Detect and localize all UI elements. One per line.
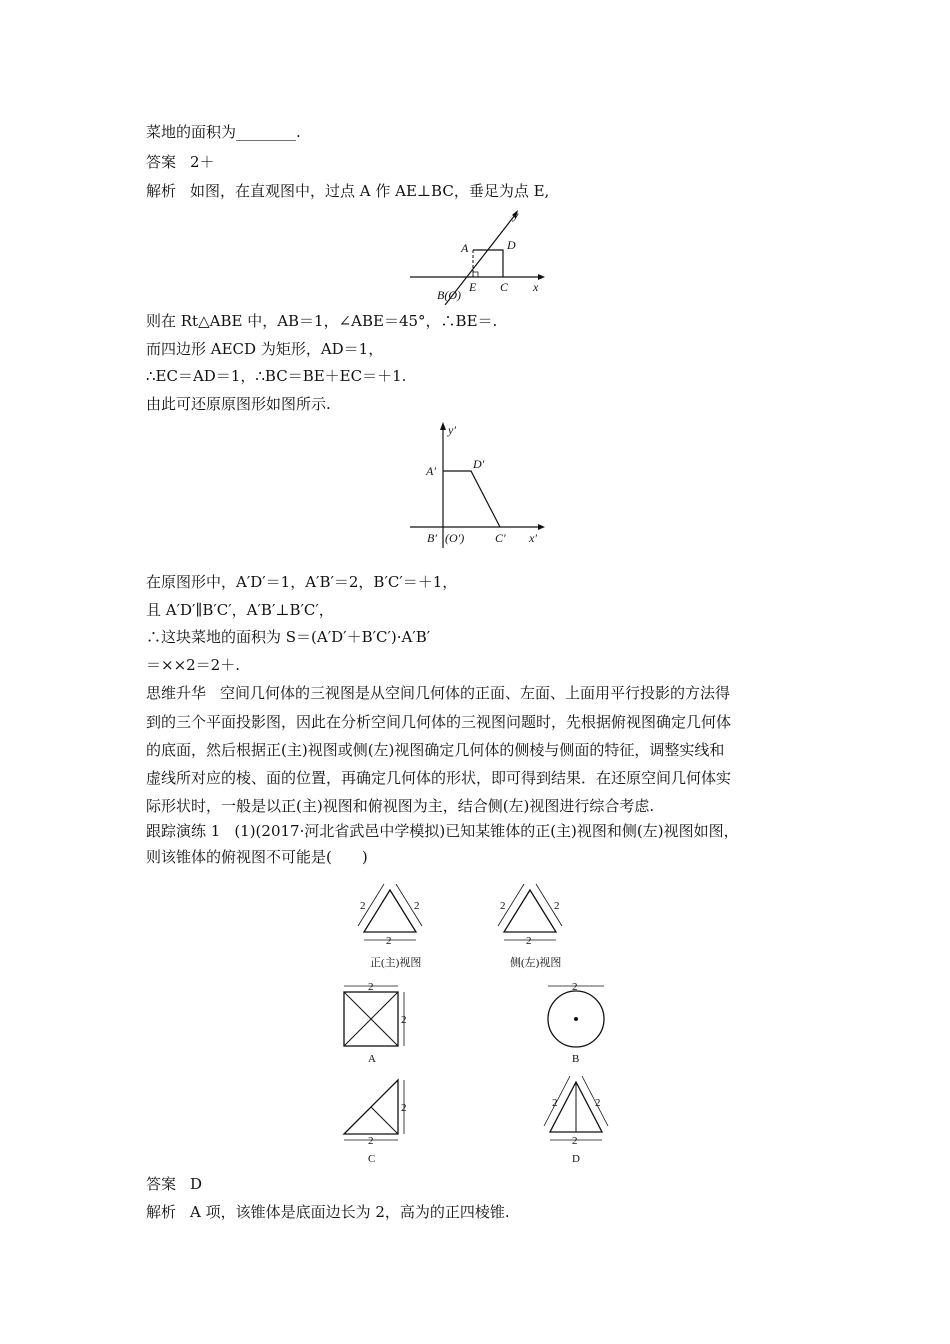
answer-value: 2＋ <box>190 153 215 171</box>
option-b-label: B <box>572 1053 580 1065</box>
line-8: 在原图形中，A′D′＝1，A′B′＝2，B′C′＝＋1， <box>146 573 458 591</box>
line-11: ＝××2＝2＋. <box>146 656 240 674</box>
answer-line <box>146 152 215 172</box>
label-a-prime: A′ <box>426 464 436 478</box>
label-b-o: B(O) <box>437 288 461 302</box>
label-x-prime: x′ <box>529 531 537 545</box>
front-view-dim-left: 2 <box>360 900 366 912</box>
solution2-line <box>146 1202 510 1222</box>
exercise-line-2: 则该锥体的俯视图不可能是( ) <box>146 848 368 866</box>
solution2-label: 解析 <box>146 1203 177 1221</box>
solution-label: 解析 <box>146 182 177 200</box>
tip-label: 思维升华 <box>146 684 207 702</box>
answer-label: 答案 <box>146 153 177 171</box>
exercise-text-1: (1)(2017·河北省武邑中学模拟)已知某锥体的正(主)视图和侧(左)视图如图， <box>234 822 739 840</box>
tip-line-1 <box>146 683 730 703</box>
tip-line-5: 际形状时，一般是以正(主)视图和俯视图为主，结合侧(左)视图进行综合考虑. <box>146 797 655 815</box>
answer2-value: D <box>190 1175 203 1193</box>
option-c-dim-right: 2 <box>401 1102 407 1114</box>
right-angle-mark <box>473 272 478 277</box>
figure-intuitive-view <box>405 205 550 305</box>
line-4: 则在 Rt△ABE 中，AB＝1，∠ABE＝45°，∴BE＝. <box>146 312 498 330</box>
side-view <box>498 884 562 969</box>
solution-line <box>146 181 549 201</box>
front-view <box>358 884 422 969</box>
front-view-triangle <box>364 890 416 932</box>
option-c-label: C <box>368 1153 376 1165</box>
label-y-prime: y′ <box>448 423 456 437</box>
front-view-caption: 正(主)视图 <box>370 957 422 969</box>
answer2-label: 答案 <box>146 1175 177 1193</box>
y-axis-arrow <box>440 422 446 430</box>
answer2-line <box>146 1174 202 1194</box>
label-c: C <box>500 280 509 294</box>
label-e: E <box>469 280 477 294</box>
side-view-caption: 侧(左)视图 <box>510 957 562 969</box>
side-view-triangle <box>504 890 556 932</box>
option-d-dim-left: 2 <box>552 1097 558 1109</box>
label-a: A <box>461 241 469 255</box>
option-d <box>544 1076 608 1165</box>
option-b-dim-top: 2 <box>572 981 578 993</box>
x-axis-arrow <box>538 524 545 530</box>
option-d-dim-right: 2 <box>595 1097 601 1109</box>
figure-three-views <box>330 876 620 1171</box>
option-c-dim-bottom: 2 <box>368 1135 374 1147</box>
tip-line-4: 虚线所对应的棱、面的位置，再确定几何体的形状，即可得到结果．在还原空间几何体实 <box>146 769 732 787</box>
tip-line-2: 到的三个平面投影图，因此在分析空间几何体的三视图问题时，先根据俯视图确定几何体 <box>146 713 732 731</box>
option-a-dim-right: 2 <box>401 1014 407 1026</box>
tip-line-3: 的底面，然后根据正(主)视图或侧(左)视图确定几何体的侧棱与侧面的特征，调整实线和 <box>146 741 725 759</box>
label-d: D <box>507 238 516 252</box>
line-10: ∴这块菜地的面积为 S＝(A′D′＋B′C′)·A′B′ <box>146 628 431 646</box>
exercise-label: 跟踪演练 1 <box>146 822 221 840</box>
front-view-dim-bottom: 2 <box>386 935 392 947</box>
option-a-dim-top: 2 <box>368 981 374 993</box>
option-c <box>344 1080 407 1165</box>
label-x: x <box>533 280 539 294</box>
exercise-line-1 <box>146 821 739 841</box>
line-6: ∴EC＝AD＝1，∴BC＝BE＋EC＝＋1. <box>146 367 407 385</box>
solution-text: 如图，在直观图中，过点 A 作 AE⊥BC，垂足为点 E, <box>190 182 550 200</box>
front-view-dim-right: 2 <box>414 900 420 912</box>
label-c-prime: C′ <box>495 531 506 545</box>
line-5: 而四边形 AECD 为矩形，AD＝1， <box>146 340 384 358</box>
label-y: y <box>513 208 519 222</box>
solution2-text: A 项，该锥体是底面边长为 2，高为的正四棱锥. <box>190 1203 510 1221</box>
option-b <box>548 981 604 1065</box>
option-d-label: D <box>572 1153 580 1165</box>
option-d-dim-bottom: 2 <box>572 1135 578 1147</box>
line-9: 且 A′D′∥B′C′，A′B′⊥B′C′， <box>146 601 334 619</box>
label-b-prime: B′ <box>427 531 437 545</box>
option-a-label: A <box>368 1053 376 1065</box>
label-d-prime: D′ <box>473 457 485 471</box>
figure-original <box>405 418 550 550</box>
x-axis-arrow <box>538 274 545 280</box>
tip-text-1: 空间几何体的三视图是从空间几何体的正面、左面、上面用平行投影的方法得 <box>220 684 731 702</box>
trapezoid <box>443 471 500 527</box>
side-view-dim-right: 2 <box>554 900 560 912</box>
line-7: 由此可还原原图形如图所示. <box>146 395 331 413</box>
line-area-question: 菜地的面积为________. <box>146 123 301 141</box>
label-o-prime: (O′) <box>445 531 465 545</box>
side-view-dim-bottom: 2 <box>526 935 532 947</box>
side-view-dim-left: 2 <box>500 900 506 912</box>
option-a <box>344 981 407 1065</box>
